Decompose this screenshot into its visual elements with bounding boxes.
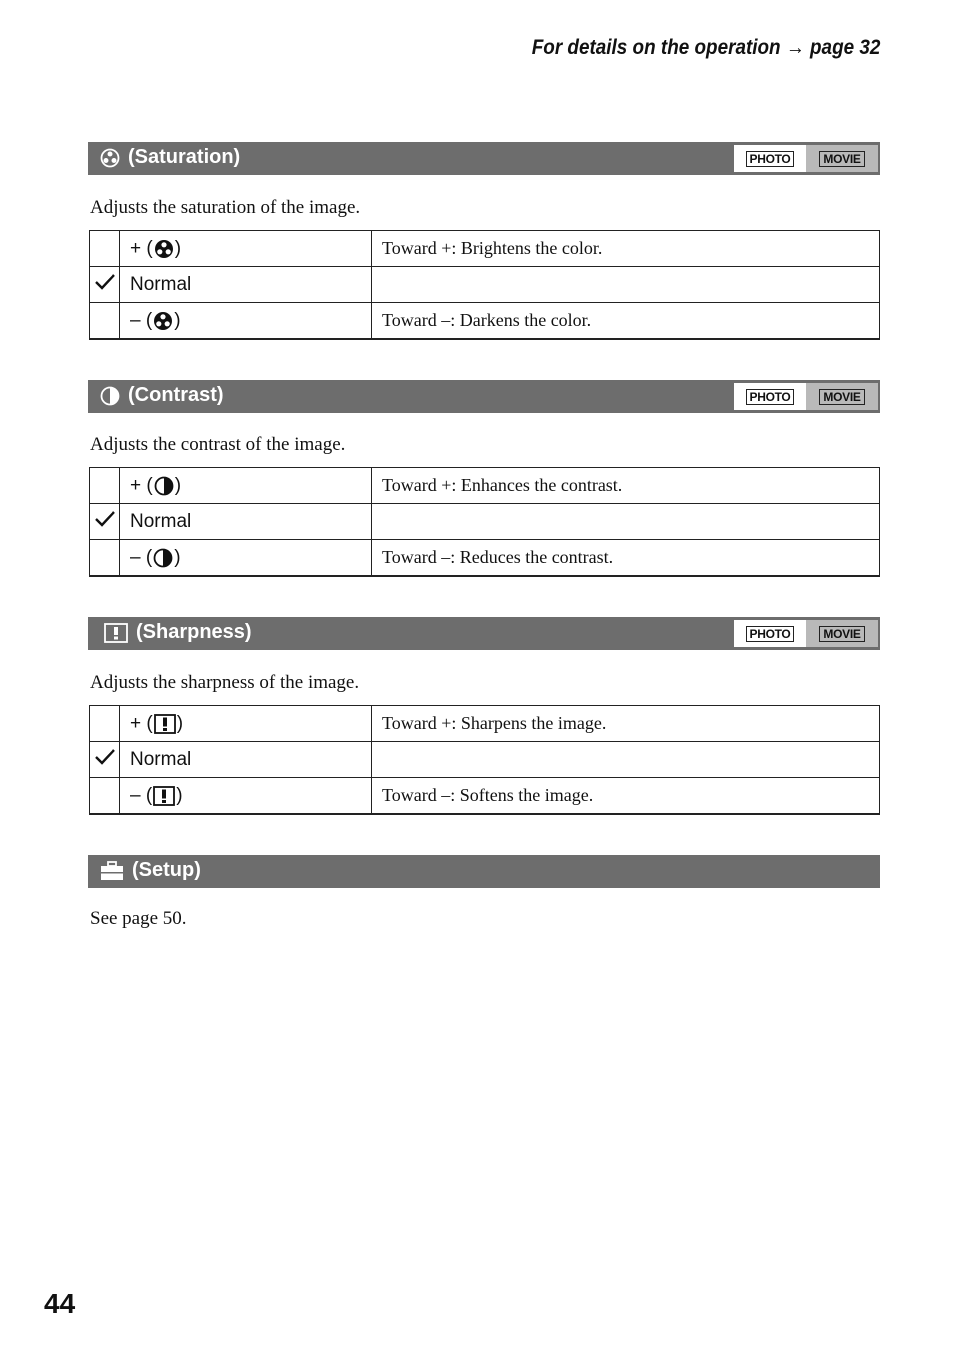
contrast-icon	[153, 548, 173, 568]
table-row	[90, 504, 880, 540]
section-bar-saturation	[88, 142, 880, 175]
table-row: – ( ) Toward –: Softens the image.	[90, 778, 880, 815]
option-explanation	[372, 267, 880, 303]
option-label: Normal	[120, 504, 372, 540]
options-table-saturation	[89, 230, 880, 340]
sharpness-icon	[154, 714, 176, 734]
contrast-icon	[154, 476, 174, 496]
section-bar-setup	[88, 855, 880, 888]
option-explanation	[372, 504, 880, 540]
option-label: Normal	[120, 267, 372, 303]
photo-tag: PHOTO	[734, 145, 806, 172]
sharpness-icon	[153, 786, 175, 806]
movie-tag: MOVIE	[806, 383, 878, 410]
saturation-icon	[100, 148, 120, 168]
saturation-icon	[154, 239, 174, 259]
options-table-sharpness	[89, 705, 880, 815]
table-row: + ( ) Toward +: Enhances the contrast.	[90, 468, 880, 504]
section-title: (Contrast)	[128, 384, 224, 406]
sharpness-icon	[104, 623, 128, 643]
option-explanation: Toward +: Enhances the contrast.	[372, 468, 880, 504]
table-row: + ( ) Toward +: Sharpens the image.	[90, 706, 880, 742]
page-number: 44	[44, 1288, 76, 1319]
photo-tag: PHOTO	[734, 383, 806, 410]
checkmark-icon	[94, 510, 116, 528]
photo-tag: PHOTO	[734, 620, 806, 647]
option-explanation: Toward +: Brightens the color.	[372, 231, 880, 267]
section-description: Adjusts the contrast of the image.	[90, 434, 346, 455]
option-explanation: Toward –: Softens the image.	[372, 778, 880, 815]
table-row: – ( ) Toward –: Reduces the contrast.	[90, 540, 880, 577]
section-bar-sharpness	[88, 617, 880, 650]
table-row: – ( ) Toward –: Darkens the color.	[90, 303, 880, 340]
crossref-header: For details on the operation → page 32	[531, 36, 880, 59]
option-explanation: Toward –: Reduces the contrast.	[372, 540, 880, 577]
saturation-icon	[153, 311, 173, 331]
checkmark-icon	[94, 273, 116, 291]
table-row	[90, 742, 880, 778]
option-label: Normal	[120, 742, 372, 778]
section-bar-contrast	[88, 380, 880, 413]
movie-tag: MOVIE	[806, 620, 878, 647]
table-row	[90, 267, 880, 303]
option-explanation: Toward +: Sharpens the image.	[372, 706, 880, 742]
setup-icon	[100, 861, 124, 881]
option-explanation: Toward –: Darkens the color.	[372, 303, 880, 340]
movie-tag: MOVIE	[806, 145, 878, 172]
section-title: (Saturation)	[128, 146, 241, 168]
section-description: Adjusts the saturation of the image.	[90, 197, 361, 218]
section-title: (Setup)	[132, 859, 201, 881]
contrast-icon	[100, 386, 120, 406]
table-row: + ( ) Toward +: Brightens the color.	[90, 231, 880, 267]
section-title: (Sharpness)	[136, 621, 252, 643]
option-explanation	[372, 742, 880, 778]
section-description: Adjusts the sharpness of the image.	[90, 672, 360, 693]
section-description: See page 50.	[90, 908, 187, 929]
checkmark-icon	[94, 748, 116, 766]
options-table-contrast	[89, 467, 880, 577]
